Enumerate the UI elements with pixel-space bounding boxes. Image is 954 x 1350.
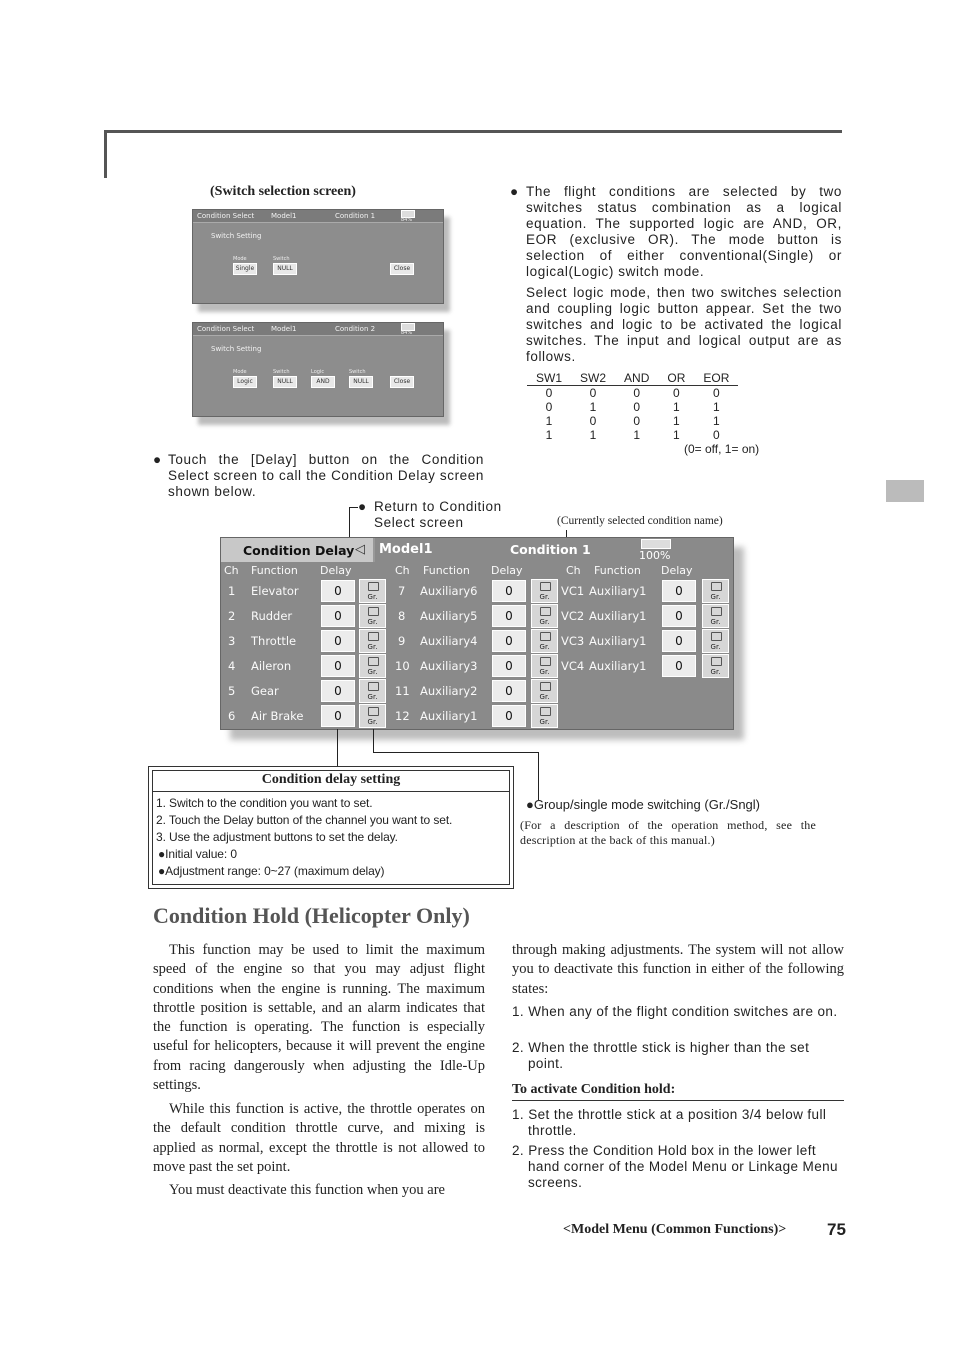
delay-value-button[interactable]: 0: [492, 605, 526, 627]
logic-label: Logic: [311, 369, 325, 375]
ch-header: Ch: [395, 564, 410, 577]
col-header: OR: [658, 370, 694, 386]
activate-step: 1. Set the throttle stick at a position 3/4 below full throttle.: [512, 1107, 827, 1138]
model-label: Model1: [271, 212, 297, 220]
row-function: Auxiliary1: [420, 709, 478, 723]
delay-value-button[interactable]: 0: [321, 580, 355, 602]
row-function: Auxiliary1: [589, 609, 647, 623]
cell: 1: [589, 400, 597, 414]
row-ch: VC1: [561, 584, 585, 598]
group-mode-button[interactable]: Gr.: [531, 654, 558, 678]
return-button[interactable]: [221, 538, 375, 562]
delay-value-button[interactable]: 0: [492, 680, 526, 702]
group-mode-button[interactable]: Gr.: [359, 679, 386, 703]
group-mode-button[interactable]: Gr.: [359, 704, 386, 728]
header-rule-left: [104, 130, 107, 178]
row-ch: 12: [395, 709, 410, 723]
col-header: EOR: [694, 370, 738, 386]
cursor-icon: [540, 707, 551, 716]
condition-delay-screen: [220, 537, 734, 730]
row-ch: 5: [228, 684, 236, 698]
mode-button[interactable]: Single: [233, 263, 257, 275]
close-button[interactable]: Close: [390, 263, 414, 275]
row-ch: 11: [395, 684, 410, 698]
delay-value-button[interactable]: 0: [321, 630, 355, 652]
cursor-icon: [711, 582, 722, 591]
cell: 0: [545, 400, 553, 414]
cursor-icon: [711, 607, 722, 616]
list-item: 1. Switch to the condition you want to set.: [156, 796, 373, 810]
cursor-icon: [368, 682, 379, 691]
cell: 1: [673, 428, 680, 442]
row-ch: 7: [398, 584, 406, 598]
delay-value-button[interactable]: 0: [321, 705, 355, 727]
delay-header: Delay: [491, 564, 523, 577]
group-mode-button[interactable]: Gr.: [359, 604, 386, 628]
group-mode-button[interactable]: Gr.: [359, 629, 386, 653]
switch-label: Switch: [273, 256, 290, 262]
current-condition-callout: (Currently selected condition name): [557, 515, 723, 527]
group-switch-note: (For a description of the operation method, see the description at the back of this manual.): [520, 818, 816, 847]
row-ch: 4: [228, 659, 236, 673]
delay-value-button[interactable]: 0: [492, 705, 526, 727]
ch-header: Ch: [224, 564, 239, 577]
return-callout-line2: Select screen: [374, 515, 464, 530]
condition-label: Condition 1: [335, 212, 376, 220]
group-mode-button[interactable]: Gr.: [359, 654, 386, 678]
cell: 0: [633, 400, 641, 414]
header-rule: [104, 130, 842, 133]
row-ch: 2: [228, 609, 236, 623]
cursor-icon: [368, 632, 379, 641]
footer-label: <Model Menu (Common Functions)>: [563, 1222, 787, 1237]
cell: 0: [589, 386, 597, 400]
row-function: Throttle: [251, 634, 297, 648]
group-mode-button[interactable]: Gr.: [531, 604, 558, 628]
model-label: Model1: [271, 325, 297, 333]
group-mode-button[interactable]: Gr.: [531, 679, 558, 703]
delay-header: Delay: [320, 564, 352, 577]
mode-label: Mode: [233, 369, 247, 375]
cell: 1: [545, 414, 553, 428]
col-header: AND: [615, 370, 658, 386]
cursor-icon: [711, 632, 722, 641]
delay-value-button[interactable]: 0: [662, 605, 696, 627]
cursor-icon: [711, 657, 722, 666]
ch-header: Ch: [566, 564, 581, 577]
delay-value-button[interactable]: 0: [321, 655, 355, 677]
mode-button[interactable]: Logic: [233, 376, 257, 388]
delay-header: Delay: [661, 564, 693, 577]
row-function: Auxiliary2: [420, 684, 478, 698]
cell: 1: [545, 428, 553, 442]
menu-label[interactable]: Condition Select: [197, 212, 255, 220]
mode-label: Mode: [233, 256, 247, 262]
state-item: 2. When the throttle stick is higher than the set point.: [512, 1040, 810, 1071]
row-ch: 10: [395, 659, 410, 673]
cell: 0: [673, 386, 680, 400]
section-tab-marker: [886, 480, 924, 502]
switch-setting-screen-logic: [192, 322, 444, 417]
delay-value-button[interactable]: 0: [492, 580, 526, 602]
group-mode-button[interactable]: Gr.: [702, 654, 729, 678]
list-item: 3. Use the adjustment buttons to set the delay.: [156, 830, 398, 844]
cursor-icon: [368, 582, 379, 591]
condition-name: Condition 1: [510, 542, 591, 557]
table-row: [527, 414, 738, 428]
battery-percent: 84%: [401, 330, 413, 336]
section-paragraph-1: This function may be used to limit the maximum speed of the engine so that you may adjust flight conditions when the engine is running. The maximum throttle position is settable, and an alarm indicates that the function is operating. The function is especially useful for helicopters, because it will prevent the engine from racing dangerously when adjusting the Idle-Up settings.: [153, 942, 485, 1094]
col-header: SW1: [527, 370, 571, 386]
group-mode-button[interactable]: Gr.: [531, 704, 558, 728]
cell: 0: [589, 414, 597, 428]
section-paragraph-right: through making adjustments. The system will not allow you to deactivate this function in either of the following states:: [512, 942, 844, 997]
battery-percent: 84%: [401, 217, 413, 223]
row-function: Air Brake: [251, 709, 304, 723]
cell: 1: [633, 428, 641, 442]
condition-label: Condition 2: [335, 325, 376, 333]
section-paragraph-2: While this function is active, the throttle operates on the default condition throttle curve, and mixing is applied as normal, except the throttle is not allowed to move past the set point.: [153, 1101, 485, 1175]
group-mode-button[interactable]: Gr.: [531, 579, 558, 603]
row-ch: 1: [228, 584, 236, 598]
cell: 0: [633, 414, 641, 428]
list-item: ●Adjustment range: 0~27 (maximum delay): [158, 864, 385, 878]
section-label: Switch Setting: [211, 345, 262, 353]
activate-heading: To activate Condition hold:: [512, 1082, 844, 1101]
row-ch: 3: [228, 634, 236, 648]
cell: 0: [713, 386, 720, 400]
group-mode-button[interactable]: Gr.: [702, 604, 729, 628]
row-function: Auxiliary5: [420, 609, 478, 623]
group-mode-button[interactable]: Gr.: [702, 579, 729, 603]
col-header: SW2: [571, 370, 615, 386]
screen-title: Condition Delay: [243, 543, 355, 558]
menu-label[interactable]: Condition Select: [197, 325, 255, 333]
page-number: 75: [827, 1220, 846, 1239]
row-function: Auxiliary1: [589, 634, 647, 648]
bullet-icon: ●: [153, 452, 162, 467]
table-row: [527, 428, 738, 442]
row-function: Auxiliary6: [420, 584, 478, 598]
cell: 1: [673, 400, 680, 414]
row-function: Aileron: [251, 659, 292, 673]
cursor-icon: [540, 657, 551, 666]
cell: 1: [589, 428, 597, 442]
group-mode-button[interactable]: Gr.: [359, 579, 386, 603]
function-header: Function: [423, 564, 470, 577]
truth-table-note: (0= off, 1= on): [684, 442, 760, 456]
cell: 1: [673, 414, 680, 428]
row-function: Auxiliary1: [589, 659, 647, 673]
logic-button[interactable]: AND: [311, 376, 335, 388]
row-ch: VC4: [561, 659, 585, 673]
switch1-button[interactable]: NULL: [273, 376, 297, 388]
row-function: Auxiliary3: [420, 659, 478, 673]
section-label: Switch Setting: [211, 232, 262, 240]
activate-step: 2. Press the Condition Hold box in the lower left hand corner of the Model Menu or Linkage Menu screens.: [512, 1143, 838, 1190]
cursor-icon: [368, 707, 379, 716]
row-ch: 9: [398, 634, 406, 648]
delay-value-button[interactable]: 0: [662, 580, 696, 602]
delay-value-button[interactable]: 0: [662, 630, 696, 652]
cell: 0: [633, 386, 641, 400]
switch2-label: Switch: [349, 369, 366, 375]
group-switch-callout: ●Group/single mode switching (Gr./Sngl): [526, 797, 761, 812]
cursor-icon: [368, 657, 379, 666]
delay-value-button[interactable]: 0: [492, 630, 526, 652]
bullet-icon: ●: [358, 499, 367, 514]
delay-value-button[interactable]: 0: [662, 655, 696, 677]
bullet-icon: ●: [510, 184, 519, 199]
row-function: Auxiliary4: [420, 634, 478, 648]
group-mode-button[interactable]: Gr.: [702, 629, 729, 653]
cell: 1: [713, 400, 720, 414]
cursor-icon: [540, 682, 551, 691]
row-function: Auxiliary1: [589, 584, 647, 598]
battery-percent: 100%: [639, 549, 671, 562]
section-title: Condition Hold (Helicopter Only): [153, 903, 470, 928]
cursor-icon: [540, 607, 551, 616]
row-ch: VC2: [561, 609, 585, 623]
row-ch: 8: [398, 609, 406, 623]
logic-paragraph-2: Select logic mode, then two switches selection and coupling logic button appear. Set the two switches and logic to be activated the logical switches. The input and logical output are as follows.: [526, 285, 842, 364]
table-row: [527, 386, 738, 401]
delay-setting-title: Condition delay setting: [153, 771, 509, 792]
list-item: 2. Touch the Delay button of the channel you want to set.: [156, 813, 453, 827]
cell: 0: [713, 428, 720, 442]
row-function: Rudder: [251, 609, 293, 623]
delay-value-button[interactable]: 0: [492, 655, 526, 677]
list-item: ●Initial value: 0: [158, 847, 237, 861]
row-ch: 6: [228, 709, 236, 723]
cell: 1: [713, 414, 720, 428]
state-item: 1. When any of the flight condition switches are on.: [512, 1004, 838, 1019]
return-arrow-icon: ◁: [355, 542, 365, 557]
switch2-button[interactable]: NULL: [349, 376, 373, 388]
cell: 0: [545, 386, 553, 400]
delay-intro-text: Touch the [Delay] button on the Condition Select screen to call the Condition Delay screen shown below.: [168, 452, 484, 499]
section-paragraph-3: You must deactivate this function when you are: [169, 1182, 445, 1198]
table-row: [527, 400, 738, 414]
row-ch: VC3: [561, 634, 585, 648]
row-function: Gear: [251, 684, 279, 698]
delay-value-button[interactable]: 0: [321, 605, 355, 627]
switch-setting-screen-single: [192, 209, 444, 304]
cursor-icon: [540, 632, 551, 641]
battery-icon: [641, 539, 671, 549]
switch-button[interactable]: NULL: [273, 263, 297, 275]
return-callout-line1: Return to Condition: [374, 499, 502, 514]
function-header: Function: [594, 564, 641, 577]
delay-value-button[interactable]: 0: [321, 680, 355, 702]
cursor-icon: [368, 607, 379, 616]
row-function: Elevator: [251, 584, 299, 598]
logic-paragraph-1: The flight conditions are selected by two switches status combination as a logical equation. The supported logic are AND, OR, EOR (exclusive OR). The mode button is selection of either conventional(Single) or logical(Logic) switch mode.: [526, 184, 842, 279]
switch1-label: Switch: [273, 369, 290, 375]
close-button[interactable]: Close: [390, 376, 414, 388]
cursor-icon: [540, 582, 551, 591]
model-name: Model1: [379, 542, 433, 557]
function-header: Function: [251, 564, 298, 577]
delay-setting-box: [148, 766, 514, 889]
logic-truth-table: [527, 370, 738, 442]
switch-screen-caption: (Switch selection screen): [210, 184, 356, 199]
group-mode-button[interactable]: Gr.: [531, 629, 558, 653]
